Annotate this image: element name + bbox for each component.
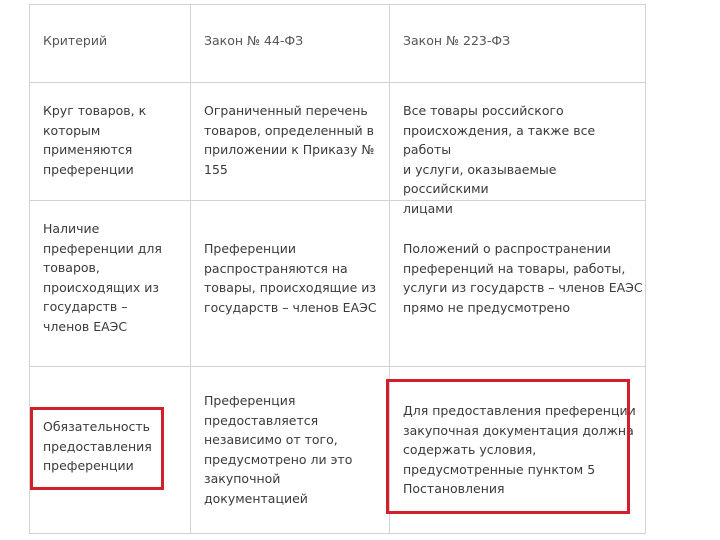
header-law223: Закон № 223-ФЗ: [403, 33, 511, 48]
header-law44: Закон № 44-ФЗ: [204, 33, 304, 48]
table-row-2-law44: [191, 201, 390, 367]
highlight-box-criterion: [30, 407, 164, 490]
table-row-2-law223: [390, 201, 645, 367]
header-cell-law44: [191, 5, 390, 83]
row-1-law44-text: Ограниченный перечень товаров, определенный в приложении к Приказу № 155: [204, 103, 375, 177]
header-criterion: Критерий: [43, 33, 108, 48]
table-row-1-law223: [390, 83, 645, 216]
row-2-criterion-text: Наличие преференции для товаров, происходящих из государств – членов ЕАЭС: [43, 221, 162, 334]
row-2-law44-text: Преференции распространяются на товары, происходящие из государств – членов ЕАЭС: [204, 241, 377, 315]
table-row-2-criterion: [30, 201, 191, 367]
header-cell-criterion: [30, 5, 191, 83]
header-cell-law223: [390, 5, 645, 83]
table-row-3-law44: [191, 367, 390, 533]
row-1-criterion-text: Круг товаров, к которым применяются преференции: [43, 103, 147, 177]
row-2-law223-text: Положений о распространении преференций на товары, работы, услуги из государств – членов ЕАЭС прямо не предусмотрено: [403, 241, 643, 315]
row-3-criterion-text: Обязательность предоставления преференции: [43, 419, 152, 473]
row-3-law223-text: Для предоставления преференции закупочная документация должна содержать условия, предусмотренные пунктом 5 Постановления: [403, 403, 636, 496]
table-row-1-criterion: [30, 83, 191, 201]
row-1-law223-text: Все товары российского происхождения, а также все работы и услуги, оказываемые российскими лицами: [403, 103, 596, 216]
highlight-box-law223: [386, 379, 630, 514]
table-row-1-law44: [191, 83, 390, 201]
row-3-law44-text: Преференция предоставляется независимо от того, предусмотрено ли это закупочной документацией: [204, 393, 353, 506]
